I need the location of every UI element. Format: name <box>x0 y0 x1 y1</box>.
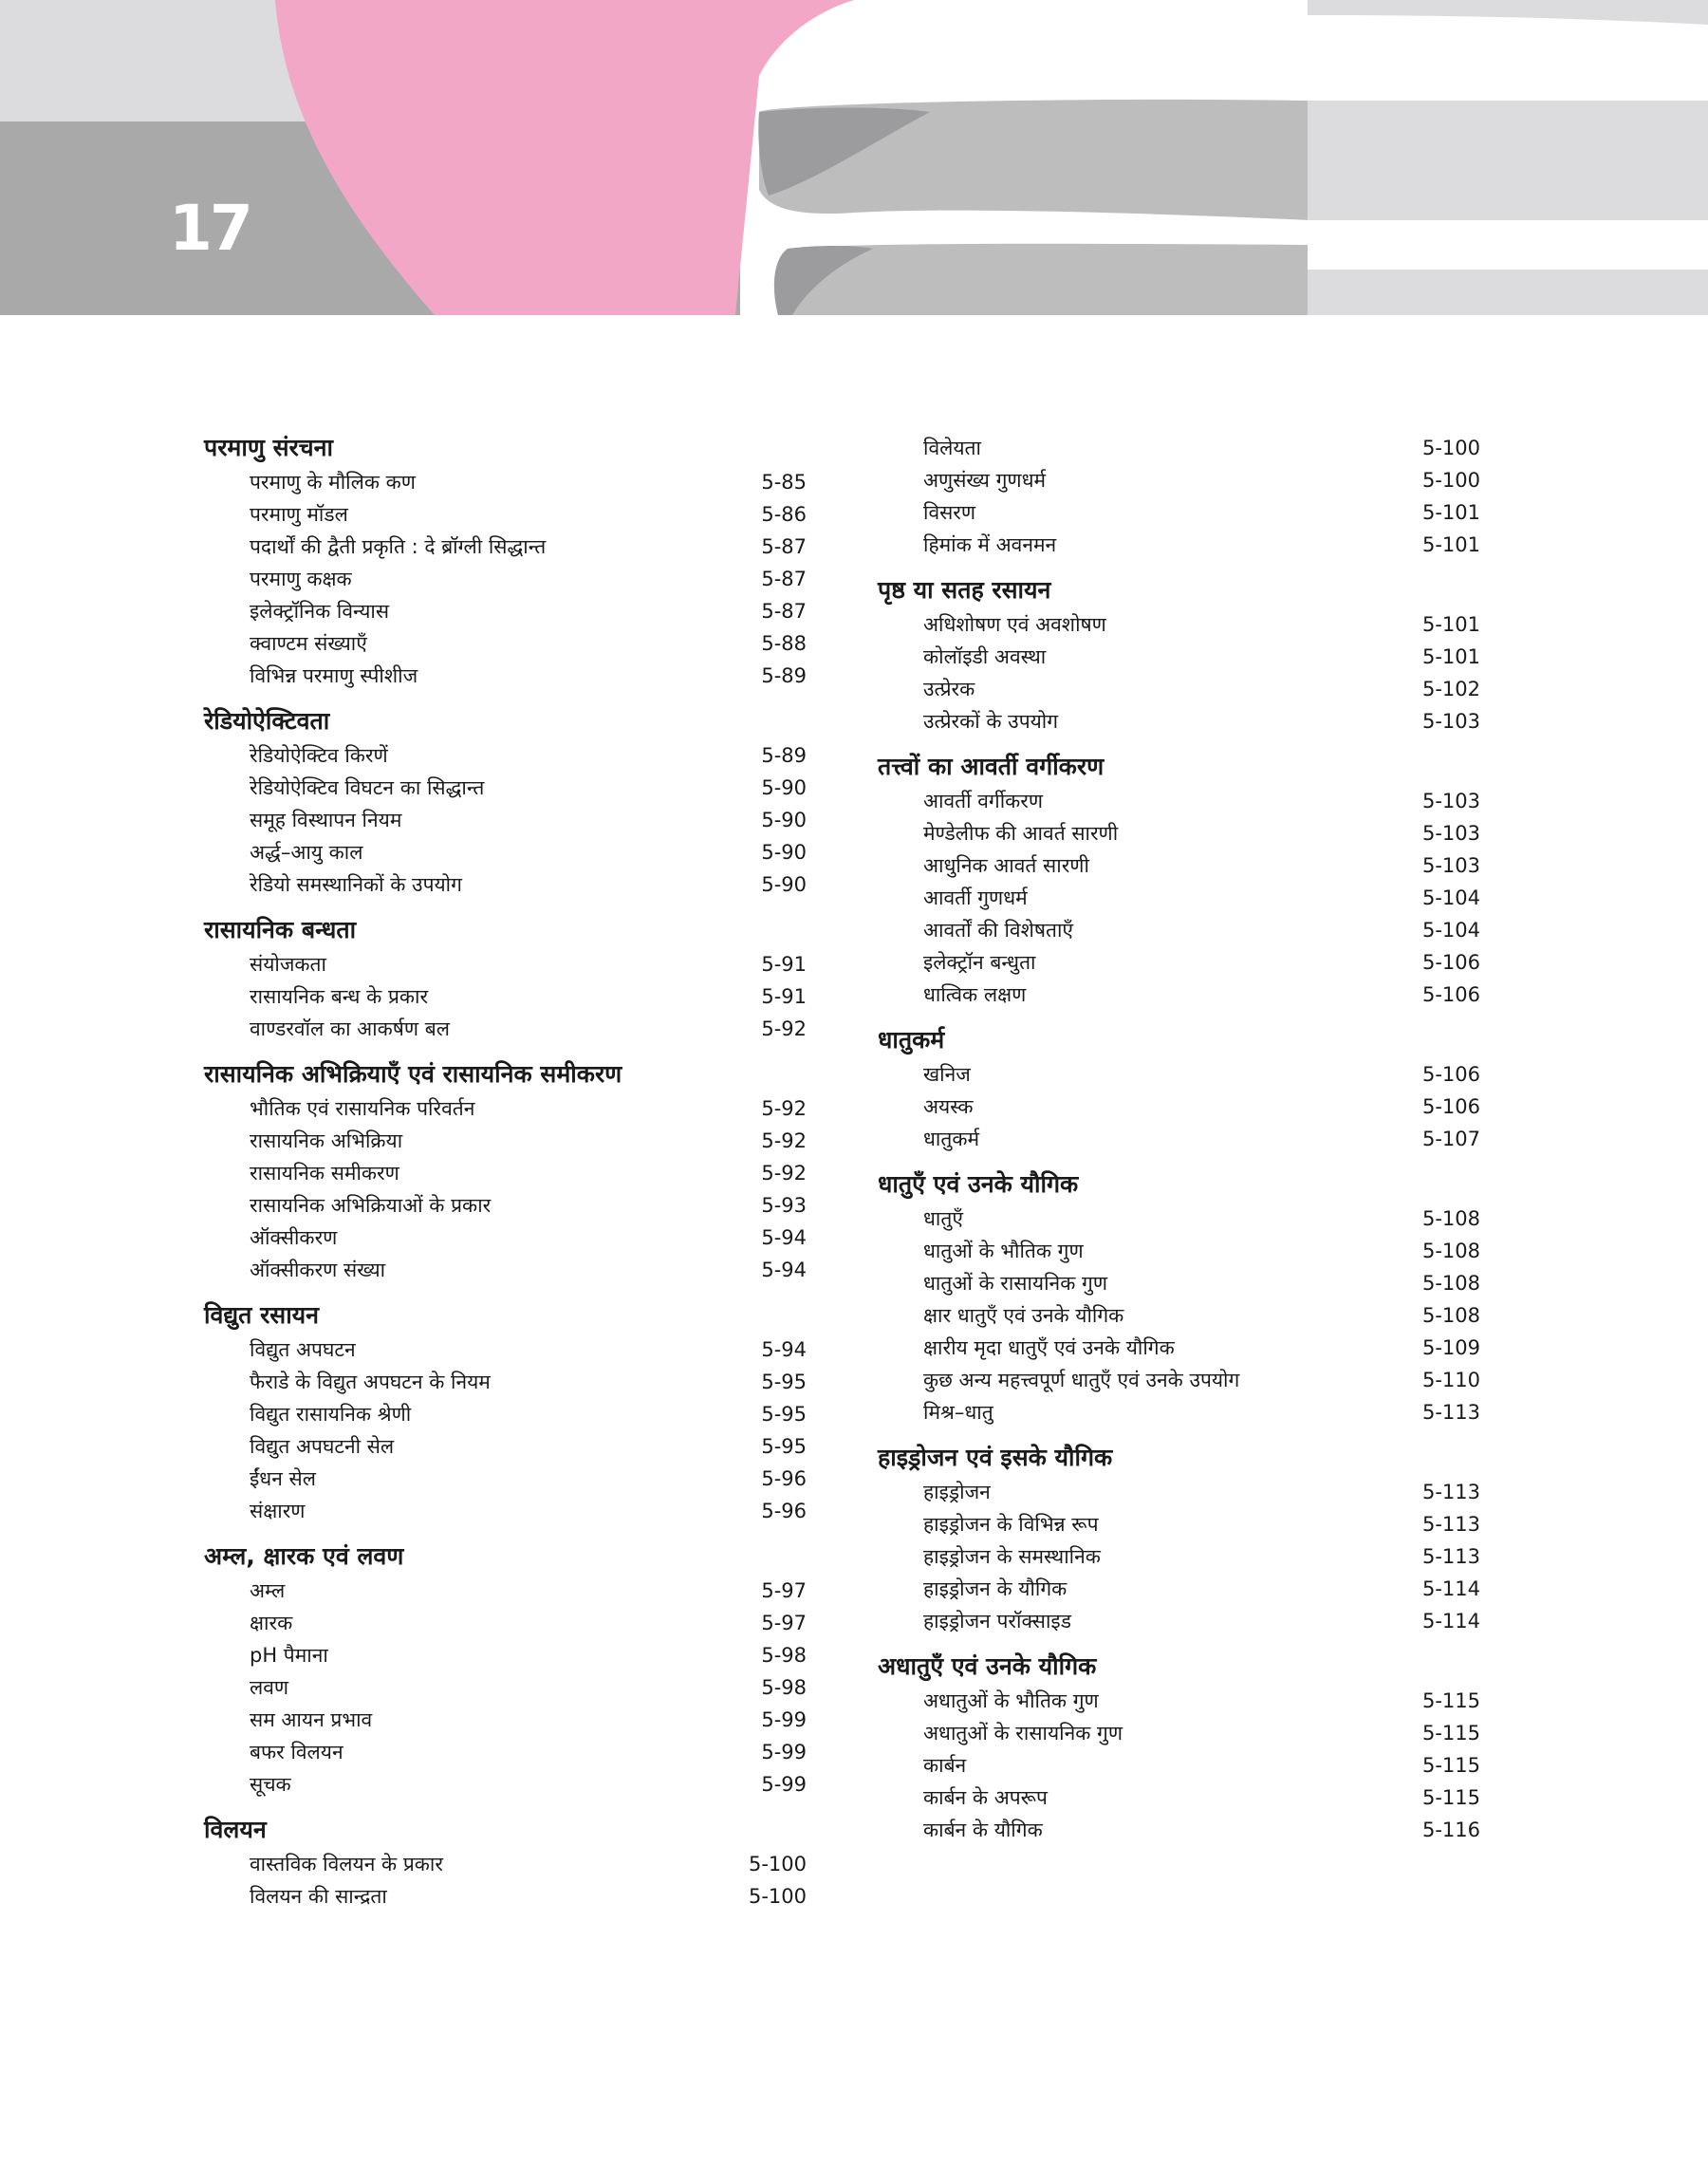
toc-entry[interactable] <box>878 946 1480 979</box>
entry-page-number: 5-110 <box>1421 1369 1480 1391</box>
toc-entry[interactable] <box>878 1605 1480 1637</box>
entry-title: फैराडे के विद्युत अपघटन के नियम <box>250 1371 491 1393</box>
entry-page-number: 5-113 <box>1421 1513 1480 1536</box>
entry-page-number: 5-115 <box>1421 1754 1480 1777</box>
toc-entry[interactable] <box>878 496 1480 529</box>
toc-entry[interactable] <box>204 739 807 772</box>
section-title: विद्युत रसायन <box>204 1301 320 1329</box>
section-title: पृष्ठ या सतह रसायन <box>878 576 1051 604</box>
entry-page-number: 5-108 <box>1421 1207 1480 1230</box>
toc-entry[interactable] <box>204 980 807 1013</box>
toc-entry[interactable] <box>878 641 1480 673</box>
toc-section <box>878 1442 1480 1637</box>
entry-title: वास्तविक विलयन के प्रकार <box>250 1853 443 1875</box>
toc-entry[interactable] <box>878 1814 1480 1846</box>
header-banner <box>0 0 1708 315</box>
entry-page-number: 5-100 <box>748 1853 807 1875</box>
toc-section <box>204 914 807 1045</box>
toc-entry[interactable] <box>878 432 1480 464</box>
toc-entry[interactable] <box>204 1880 807 1912</box>
toc-entry[interactable] <box>204 1768 807 1801</box>
entry-page-number: 5-103 <box>1421 710 1480 733</box>
toc-entry[interactable] <box>204 836 807 868</box>
entry-page-number: 5-115 <box>1421 1786 1480 1809</box>
toc-entry[interactable] <box>204 1736 807 1768</box>
entry-title: क्वाण्टम संख्याएँ <box>250 632 367 655</box>
toc-entry[interactable] <box>204 498 807 531</box>
entry-page-number: 5-95 <box>761 1435 807 1458</box>
toc-entry[interactable] <box>878 1267 1480 1299</box>
toc-section <box>878 1651 1480 1846</box>
toc-entry[interactable] <box>204 1430 807 1463</box>
toc-entry[interactable] <box>204 1463 807 1495</box>
entry-page-number: 5-104 <box>1421 886 1480 909</box>
entry-page-number: 5-106 <box>1421 983 1480 1006</box>
entry-page-number: 5-116 <box>1421 1819 1480 1841</box>
toc-entry[interactable] <box>878 849 1480 882</box>
entry-page-number: 5-97 <box>761 1579 807 1602</box>
toc-entry[interactable] <box>204 1125 807 1157</box>
entry-page-number: 5-90 <box>761 841 807 864</box>
toc-section <box>878 432 1480 561</box>
toc-entry[interactable] <box>204 948 807 980</box>
entry-page-number: 5-101 <box>1421 501 1480 524</box>
toc-entry[interactable] <box>878 1299 1480 1332</box>
entry-title: उत्प्रेरकों के उपयोग <box>923 710 1059 733</box>
entry-page-number: 5-113 <box>1421 1401 1480 1424</box>
entry-page-number: 5-101 <box>1421 613 1480 636</box>
entry-title: क्षारीय मृदा धातुएँ एवं उनके यौगिक <box>923 1336 1175 1359</box>
entry-title: pH पैमाना <box>250 1644 328 1667</box>
entry-title: कुछ अन्य महत्त्वपूर्ण धातुएँ एवं उनके उपयोग <box>923 1369 1240 1391</box>
toc-entry[interactable] <box>204 1189 807 1222</box>
entry-page-number: 5-94 <box>761 1338 807 1361</box>
toc-entry[interactable] <box>204 466 807 498</box>
entry-title: विभिन्न परमाणु स्पीशीज <box>250 664 418 687</box>
entry-page-number: 5-87 <box>761 568 807 590</box>
entry-page-number: 5-97 <box>761 1612 807 1634</box>
toc-entry[interactable] <box>878 1396 1480 1428</box>
toc-entry[interactable] <box>878 1508 1480 1540</box>
toc-section <box>878 751 1480 1011</box>
toc-section <box>878 574 1480 737</box>
entry-page-number: 5-85 <box>761 471 807 494</box>
toc-section <box>878 1024 1480 1155</box>
entry-title: हिमांक में अवनमन <box>923 533 1057 556</box>
entry-page-number: 5-106 <box>1421 1063 1480 1086</box>
entry-title: इलेक्ट्रॉनिक विन्यास <box>250 600 390 623</box>
toc-entry[interactable] <box>204 1092 807 1125</box>
entry-title: संयोजकता <box>250 953 326 976</box>
entry-title: परमाणु कक्षक <box>250 568 352 590</box>
entry-title: धातुकर्म <box>923 1128 980 1150</box>
toc-entry[interactable] <box>878 882 1480 914</box>
entry-title: धात्विक लक्षण <box>923 983 1027 1006</box>
toc-entry[interactable] <box>204 1157 807 1189</box>
entry-page-number: 5-96 <box>761 1467 807 1490</box>
entry-title: भौतिक एवं रासायनिक परिवर्तन <box>250 1097 475 1120</box>
entry-page-number: 5-100 <box>1421 437 1480 459</box>
toc-entry[interactable] <box>204 1013 807 1045</box>
entry-page-number: 5-92 <box>761 1162 807 1185</box>
entry-page-number: 5-113 <box>1421 1481 1480 1503</box>
entry-title: मेण्डेलीफ की आवर्त सारणी <box>923 822 1119 845</box>
entry-page-number: 5-92 <box>761 1017 807 1040</box>
entry-page-number: 5-94 <box>761 1259 807 1281</box>
entry-title: क्षारक <box>250 1612 293 1634</box>
section-title: हाइड्रोजन एवं इसके यौगिक <box>878 1444 1113 1471</box>
toc-entry[interactable] <box>204 1575 807 1607</box>
section-title: धातुएँ एवं उनके यौगिक <box>878 1170 1079 1198</box>
section-title: अधातुएँ एवं उनके यौगिक <box>878 1652 1097 1680</box>
toc-entry[interactable] <box>204 1607 807 1639</box>
toc-entry[interactable] <box>204 660 807 692</box>
entry-title: क्षार धातुएँ एवं उनके यौगिक <box>923 1304 1124 1327</box>
section-title: विलयन <box>204 1816 267 1843</box>
toc-entry[interactable] <box>878 1235 1480 1267</box>
entry-title: ऑक्सीकरण <box>250 1226 338 1249</box>
section-title: अम्ल, क्षारक एवं लवण <box>204 1542 404 1570</box>
entry-title: विद्युत रासायनिक श्रेणी <box>250 1403 412 1426</box>
entry-title: हाइड्रोजन के विभिन्न रूप <box>923 1513 1099 1536</box>
entry-title: विलयन की सान्द्रता <box>250 1885 387 1908</box>
toc-entry[interactable] <box>204 627 807 660</box>
entry-title: कार्बन के यौगिक <box>923 1819 1043 1841</box>
entry-page-number: 5-94 <box>761 1226 807 1249</box>
section-title: परमाणु संरचना <box>204 434 333 461</box>
entry-title: धातुओं के रासायनिक गुण <box>923 1272 1108 1295</box>
entry-title: हाइड्रोजन के यौगिक <box>923 1577 1068 1600</box>
entry-page-number: 5-99 <box>761 1708 807 1731</box>
entry-page-number: 5-87 <box>761 600 807 623</box>
entry-title: वाण्डरवॉल का आकर्षण बल <box>250 1017 450 1040</box>
entry-title: ऑक्सीकरण संख्या <box>250 1259 386 1281</box>
toc-entry[interactable] <box>204 868 807 901</box>
entry-page-number: 5-95 <box>761 1371 807 1393</box>
entry-title: आवर्ती वर्गीकरण <box>923 790 1044 812</box>
entry-title: कोलॉइडी अवस्था <box>923 645 1047 668</box>
entry-title: रेडियोऐक्टिव किरणें <box>250 744 388 767</box>
toc-entry[interactable] <box>204 595 807 627</box>
toc-entry[interactable] <box>878 1573 1480 1605</box>
entry-page-number: 5-106 <box>1421 1095 1480 1118</box>
section-title: रेडियोऐक्टिवता <box>204 707 330 735</box>
toc-entry[interactable] <box>878 1476 1480 1508</box>
entry-page-number: 5-101 <box>1421 645 1480 668</box>
entry-title: अधिशोषण एवं अवशोषण <box>923 613 1106 636</box>
entry-title: आवर्ती गुणधर्म <box>923 886 1028 909</box>
toc-entry[interactable] <box>878 1123 1480 1155</box>
entry-title: पदार्थों की द्वैती प्रकृति : दे ब्रॉग्ली सिद्धान्त <box>250 535 547 558</box>
entry-page-number: 5-115 <box>1421 1722 1480 1745</box>
toc-entry[interactable] <box>878 1332 1480 1364</box>
entry-title: लवण <box>250 1676 289 1699</box>
toc-entry[interactable] <box>878 1091 1480 1123</box>
toc-entry[interactable] <box>878 1203 1480 1235</box>
entry-title: परमाणु के मौलिक कण <box>250 471 416 494</box>
toc-section <box>878 1168 1480 1428</box>
entry-page-number: 5-99 <box>761 1741 807 1763</box>
entry-title: सूचक <box>250 1773 291 1796</box>
entry-page-number: 5-114 <box>1421 1577 1480 1600</box>
entry-page-number: 5-108 <box>1421 1272 1480 1295</box>
toc-entry[interactable] <box>204 1398 807 1430</box>
toc-entry[interactable] <box>878 979 1480 1011</box>
toc-entry[interactable] <box>204 1704 807 1736</box>
entry-page-number: 5-87 <box>761 535 807 558</box>
entry-title: कार्बन के अपरूप <box>923 1786 1048 1809</box>
toc-entry[interactable] <box>204 1495 807 1527</box>
entry-title: अयस्क <box>923 1095 974 1118</box>
toc-entry[interactable] <box>878 817 1480 849</box>
toc-entry[interactable] <box>204 531 807 563</box>
entry-page-number: 5-107 <box>1421 1128 1480 1150</box>
entry-title: धातुओं के भौतिक गुण <box>923 1240 1084 1262</box>
toc-entry[interactable] <box>204 1222 807 1254</box>
toc-entry[interactable] <box>878 464 1480 496</box>
entry-title: समूह विस्थापन नियम <box>250 809 402 831</box>
toc-entry[interactable] <box>878 1782 1480 1814</box>
entry-page-number: 5-90 <box>761 776 807 799</box>
toc-entry[interactable] <box>204 1334 807 1366</box>
entry-title: धातुएँ <box>923 1207 963 1230</box>
chapter-number: 17 <box>169 192 251 265</box>
toc-entry[interactable] <box>878 608 1480 641</box>
entry-page-number: 5-93 <box>761 1194 807 1217</box>
entry-title: अम्ल <box>250 1579 286 1602</box>
toc-entry[interactable] <box>878 1058 1480 1091</box>
entry-title: हाइड्रोजन के समस्थानिक <box>923 1545 1101 1568</box>
entry-title: आधुनिक आवर्त सारणी <box>923 854 1089 877</box>
entry-page-number: 5-109 <box>1421 1336 1480 1359</box>
entry-title: कार्बन <box>923 1754 967 1777</box>
entry-page-number: 5-108 <box>1421 1240 1480 1262</box>
toc-entry[interactable] <box>204 1671 807 1704</box>
toc-entry[interactable] <box>878 529 1480 561</box>
entry-page-number: 5-91 <box>761 953 807 976</box>
toc-section <box>204 1814 807 1912</box>
toc-entry[interactable] <box>204 772 807 804</box>
entry-title: अधातुओं के रासायनिक गुण <box>923 1722 1123 1745</box>
entry-page-number: 5-86 <box>761 503 807 526</box>
entry-title: ईंधन सेल <box>250 1467 316 1490</box>
entry-page-number: 5-103 <box>1421 854 1480 877</box>
entry-title: आवर्तों की विशेषताएँ <box>923 919 1074 942</box>
toc-entry[interactable] <box>204 804 807 836</box>
toc-section <box>204 1058 807 1286</box>
entry-title: सम आयन प्रभाव <box>250 1708 373 1731</box>
entry-title: खनिज <box>923 1063 971 1086</box>
toc-entry[interactable] <box>878 1685 1480 1717</box>
entry-page-number: 5-114 <box>1421 1610 1480 1633</box>
entry-page-number: 5-103 <box>1421 790 1480 812</box>
entry-page-number: 5-99 <box>761 1773 807 1796</box>
entry-title: बफर विलयन <box>250 1741 343 1763</box>
toc-entry[interactable] <box>878 705 1480 737</box>
entry-title: रासायनिक अभिक्रिया <box>250 1129 403 1152</box>
entry-page-number: 5-90 <box>761 809 807 831</box>
entry-page-number: 5-95 <box>761 1403 807 1426</box>
entry-page-number: 5-98 <box>761 1644 807 1667</box>
entry-page-number: 5-113 <box>1421 1545 1480 1568</box>
banner-middle-light-strip <box>1308 101 1708 220</box>
toc-entry[interactable] <box>204 563 807 595</box>
toc-entry[interactable] <box>204 1366 807 1398</box>
entry-page-number: 5-108 <box>1421 1304 1480 1327</box>
entry-page-number: 5-101 <box>1421 533 1480 556</box>
toc-section <box>204 432 807 692</box>
entry-title: संक्षारण <box>250 1500 306 1522</box>
entry-title: परमाणु मॉडल <box>250 503 348 526</box>
entry-title: हाइड्रोजन <box>923 1481 991 1503</box>
entry-title: रासायनिक अभिक्रियाओं के प्रकार <box>250 1194 492 1217</box>
toc-section <box>204 705 807 901</box>
entry-title: विलेयता <box>923 437 981 459</box>
banner-lower-light-strip <box>1308 270 1708 315</box>
entry-page-number: 5-100 <box>1421 469 1480 492</box>
entry-page-number: 5-115 <box>1421 1689 1480 1712</box>
entry-page-number: 5-88 <box>761 632 807 655</box>
entry-page-number: 5-92 <box>761 1129 807 1152</box>
entry-page-number: 5-96 <box>761 1500 807 1522</box>
entry-title: इलेक्ट्रॉन बन्धुता <box>923 951 1036 974</box>
entry-title: रेडियो समस्थानिकों के उपयोग <box>250 873 462 896</box>
toc-entry[interactable] <box>878 1749 1480 1782</box>
toc-entry[interactable] <box>878 1364 1480 1396</box>
toc-entry[interactable] <box>878 1540 1480 1573</box>
entry-title: विद्युत अपघटन <box>250 1338 356 1361</box>
entry-title: अर्द्ध–आयु काल <box>250 841 363 864</box>
entry-page-number: 5-102 <box>1421 678 1480 700</box>
entry-title: उत्प्रेरक <box>923 678 975 700</box>
entry-title: विसरण <box>923 501 976 524</box>
entry-page-number: 5-106 <box>1421 951 1480 974</box>
entry-page-number: 5-98 <box>761 1676 807 1699</box>
toc-entry[interactable] <box>878 673 1480 705</box>
entry-title: अणुसंख्य गुणधर्म <box>923 469 1047 492</box>
entry-page-number: 5-90 <box>761 873 807 896</box>
toc-entry[interactable] <box>204 1254 807 1286</box>
toc-section <box>204 1299 807 1527</box>
section-title: धातुकर्म <box>878 1026 945 1054</box>
section-title: रासायनिक बन्धता <box>204 916 357 943</box>
toc-section <box>204 1540 807 1801</box>
toc-entry[interactable] <box>878 1717 1480 1749</box>
entry-page-number: 5-103 <box>1421 822 1480 845</box>
entry-title: विद्युत अपघटनी सेल <box>250 1435 395 1458</box>
toc-entry[interactable] <box>204 1848 807 1880</box>
toc-entry[interactable] <box>878 785 1480 817</box>
toc-entry[interactable] <box>204 1639 807 1671</box>
entry-page-number: 5-91 <box>761 985 807 1008</box>
entry-page-number: 5-100 <box>748 1885 807 1908</box>
entry-page-number: 5-104 <box>1421 919 1480 942</box>
toc-left-column <box>204 432 807 1926</box>
entry-title: रेडियोऐक्टिव विघटन का सिद्धान्त <box>250 776 485 799</box>
entry-page-number: 5-89 <box>761 664 807 687</box>
entry-title: रासायनिक समीकरण <box>250 1162 399 1185</box>
entry-page-number: 5-89 <box>761 744 807 767</box>
section-title: रासायनिक अभिक्रियाएँ एवं रासायनिक समीकरण <box>204 1060 622 1088</box>
entry-title: मिश्र–धातु <box>923 1401 993 1424</box>
entry-title: अधातुओं के भौतिक गुण <box>923 1689 1099 1712</box>
toc-right-column <box>878 432 1480 1859</box>
entry-title: रासायनिक बन्ध के प्रकार <box>250 985 429 1008</box>
entry-title: हाइड्रोजन परॉक्साइड <box>923 1610 1071 1633</box>
section-title: तत्त्वों का आवर्ती वर्गीकरण <box>878 753 1105 780</box>
toc-entry[interactable] <box>878 914 1480 946</box>
entry-page-number: 5-92 <box>761 1097 807 1120</box>
